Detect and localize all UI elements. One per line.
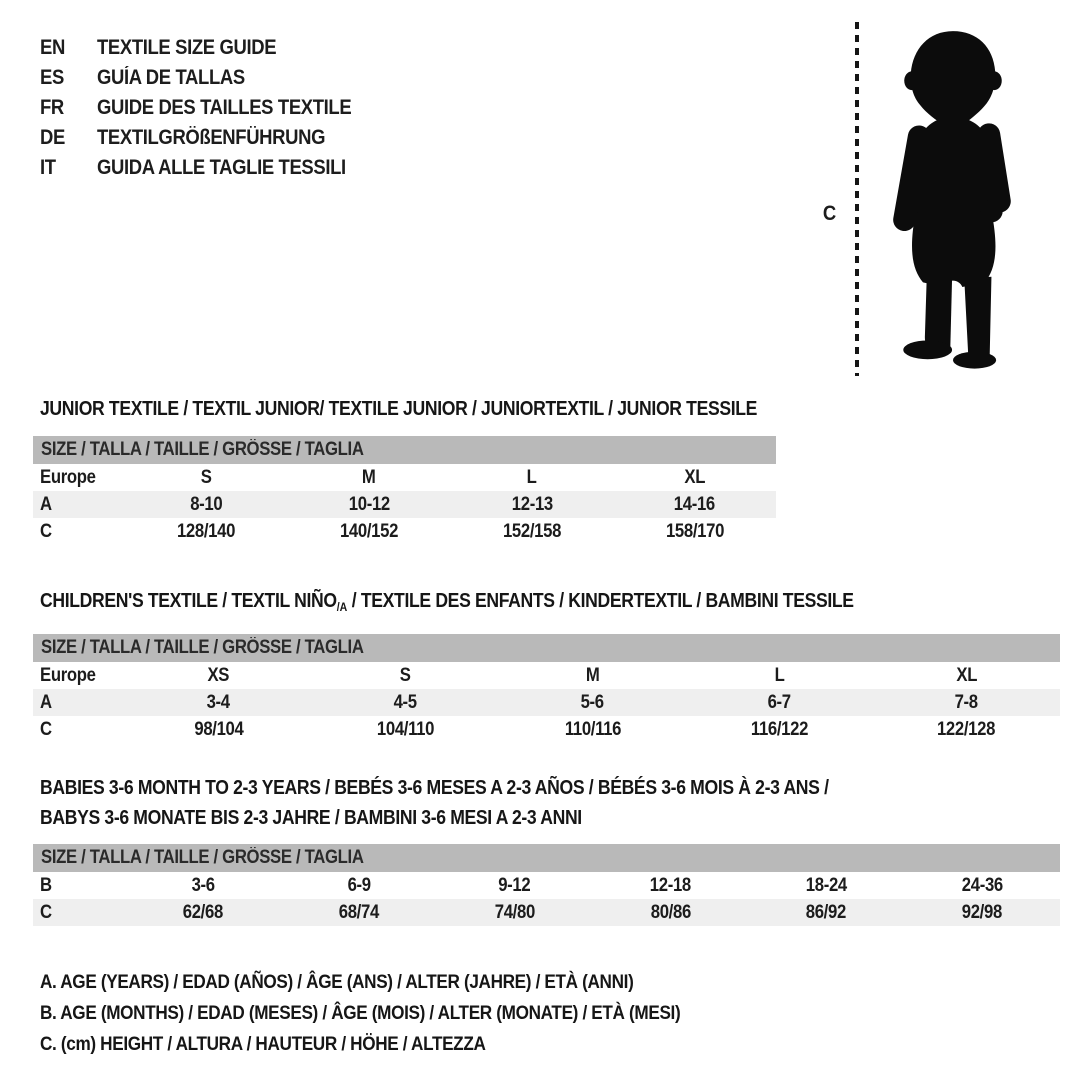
cell-value: 6-7 bbox=[767, 691, 792, 713]
row-label: Europe bbox=[40, 466, 96, 488]
cell-value: XL bbox=[956, 664, 977, 686]
row-label: A bbox=[40, 691, 52, 713]
table-cell bbox=[288, 521, 451, 543]
row-label: A bbox=[40, 493, 52, 515]
table-cell bbox=[312, 665, 499, 687]
legend-line bbox=[40, 967, 768, 998]
language-code: ES bbox=[40, 66, 64, 89]
size-header-label: SIZE / TALLA / TAILLE / GRÖSSE / TAGLIA bbox=[41, 439, 364, 460]
cell-value: M bbox=[585, 664, 600, 686]
table-cell bbox=[312, 719, 499, 741]
cell-value: 7-8 bbox=[954, 691, 979, 713]
cell-value: 24-36 bbox=[961, 874, 1003, 896]
table-cell bbox=[748, 875, 904, 897]
section-title bbox=[33, 773, 1060, 833]
cell-value: XS bbox=[207, 664, 230, 686]
table-cell bbox=[288, 467, 451, 489]
table-row bbox=[33, 899, 1060, 926]
table-row bbox=[33, 662, 1060, 689]
legend-text: C. (cm) HEIGHT / ALTURA / HAUTEUR / HÖHE / ALTEZZA bbox=[40, 1033, 486, 1055]
cell-value: 3-6 bbox=[191, 874, 215, 896]
row-label: C bbox=[40, 520, 52, 542]
table-cell bbox=[873, 692, 1060, 714]
section-junior-textile bbox=[33, 394, 776, 545]
language-code: EN bbox=[40, 36, 65, 59]
table-cell bbox=[748, 902, 904, 924]
size-header-label: SIZE / TALLA / TAILLE / GRÖSSE / TAGLIA bbox=[41, 847, 364, 868]
cell-value: 4-5 bbox=[393, 691, 418, 713]
measure-label: C bbox=[822, 202, 836, 225]
section-title-text bbox=[40, 394, 757, 424]
table-cell bbox=[437, 902, 593, 924]
section-title-line bbox=[40, 773, 1060, 803]
cell-value: 140/152 bbox=[340, 520, 399, 542]
language-label: TEXTILGRÖßENFÜHRUNG bbox=[97, 126, 326, 149]
table-cell bbox=[125, 875, 281, 897]
cell-value: 9-12 bbox=[498, 874, 531, 896]
table-cell bbox=[451, 467, 614, 489]
cell-value: 92/98 bbox=[961, 901, 1003, 923]
cell-value: 104/110 bbox=[376, 718, 435, 740]
table-cell bbox=[873, 665, 1060, 687]
language-list bbox=[40, 33, 386, 183]
legend-text: B. AGE (MONTHS) / EDAD (MESES) / ÂGE (MOIS) / ALTER (MONATE) / ETÀ (MESI) bbox=[40, 1002, 681, 1024]
title-fragment: / TEXTILE DES ENFANTS / KINDERTEXTIL / BAMBINI TESSILE bbox=[347, 590, 854, 612]
language-row bbox=[40, 63, 386, 93]
size-header-bar bbox=[33, 436, 776, 464]
section-title-text bbox=[40, 803, 582, 833]
cell-value: L bbox=[526, 466, 537, 488]
row-label: Europe bbox=[40, 664, 96, 686]
language-label: GUIDE DES TAILLES TEXTILE bbox=[97, 96, 352, 119]
cell-value: 5-6 bbox=[580, 691, 605, 713]
cell-value: 12-13 bbox=[511, 493, 553, 515]
cell-value: 3-4 bbox=[206, 691, 231, 713]
table-cell bbox=[613, 521, 776, 543]
table-cell bbox=[686, 719, 873, 741]
table-row bbox=[33, 689, 1060, 716]
section-title-text bbox=[40, 773, 829, 803]
table-cell bbox=[904, 875, 1060, 897]
table-cell bbox=[613, 467, 776, 489]
title-fragment: BABYS 3-6 MONATE BIS 2-3 JAHRE / BAMBINI 3-6 MESI A 2-3 ANNI bbox=[40, 807, 582, 829]
cell-value: 12-18 bbox=[649, 874, 691, 896]
legend-text: A. AGE (YEARS) / EDAD (AÑOS) / ÂGE (ANS) / ALTER (JAHRE) / ETÀ (ANNI) bbox=[40, 971, 634, 993]
cell-value: 8-10 bbox=[190, 493, 223, 515]
language-row bbox=[40, 153, 386, 183]
title-fragment: BABIES 3-6 MONTH TO 2-3 YEARS / BEBÉS 3-6 MESES A 2-3 AÑOS / BÉBÉS 3-6 MOIS À 2-3 ANS / bbox=[40, 777, 829, 799]
legend bbox=[40, 967, 768, 1060]
table-cell bbox=[592, 902, 748, 924]
table-cell bbox=[592, 875, 748, 897]
table-row bbox=[33, 872, 1060, 899]
section-babies-textile bbox=[33, 773, 1060, 926]
title-fragment: /A bbox=[336, 600, 348, 614]
table-cell bbox=[281, 875, 437, 897]
table-row bbox=[33, 491, 776, 518]
language-code: IT bbox=[40, 156, 56, 179]
legend-line bbox=[40, 1029, 768, 1060]
table-cell bbox=[125, 521, 288, 543]
table-cell bbox=[451, 521, 614, 543]
row-label: C bbox=[40, 718, 52, 740]
cell-value: 80/86 bbox=[650, 901, 691, 923]
cell-value: 110/116 bbox=[564, 718, 621, 740]
table-cell bbox=[451, 494, 614, 516]
table-cell bbox=[873, 719, 1060, 741]
row-label: C bbox=[40, 901, 52, 923]
cell-value: 128/140 bbox=[177, 520, 236, 542]
cell-value: 10-12 bbox=[348, 493, 390, 515]
table-cell bbox=[125, 467, 288, 489]
table-cell bbox=[686, 692, 873, 714]
cell-value: M bbox=[362, 466, 376, 488]
language-label: GUÍA DE TALLAS bbox=[97, 66, 245, 89]
cell-value: 98/104 bbox=[193, 718, 244, 740]
row-label: B bbox=[40, 874, 52, 896]
title-fragment: JUNIOR TEXTILE / TEXTIL JUNIOR/ TEXTILE JUNIOR / JUNIORTEXTIL / JUNIOR TESSILE bbox=[40, 398, 758, 420]
table-cell bbox=[125, 719, 312, 741]
cell-value: 18-24 bbox=[805, 874, 847, 896]
section-title bbox=[33, 394, 776, 424]
title-fragment: CHILDREN'S TEXTILE / TEXTIL NIÑO bbox=[40, 590, 337, 612]
table-cell bbox=[437, 875, 593, 897]
table-cell bbox=[125, 902, 281, 924]
cell-value: S bbox=[400, 664, 411, 686]
language-label: GUIDA ALLE TAGLIE TESSILI bbox=[97, 156, 346, 179]
cell-value: 116/122 bbox=[750, 718, 809, 740]
language-row bbox=[40, 123, 386, 153]
table-row bbox=[33, 716, 1060, 743]
cell-value: 68/74 bbox=[338, 901, 379, 923]
language-label: TEXTILE SIZE GUIDE bbox=[97, 36, 277, 59]
section-title-line bbox=[40, 394, 776, 424]
section-title-line bbox=[40, 586, 1060, 622]
table-row bbox=[33, 464, 776, 491]
language-row bbox=[40, 93, 386, 123]
cell-value: 122/128 bbox=[937, 718, 996, 740]
cell-value: 152/158 bbox=[502, 520, 561, 542]
cell-value: S bbox=[200, 466, 212, 488]
height-dotted-line bbox=[855, 22, 859, 376]
cell-value: 6-9 bbox=[347, 874, 371, 896]
table-cell bbox=[613, 494, 776, 516]
cell-value: L bbox=[774, 664, 785, 686]
section-title bbox=[33, 586, 1060, 622]
language-code: FR bbox=[40, 96, 64, 119]
section-title-line bbox=[40, 803, 1060, 833]
table-cell bbox=[499, 692, 686, 714]
section-childrens-textile bbox=[33, 586, 1060, 743]
size-header-bar bbox=[33, 844, 1060, 872]
measurement-figure bbox=[822, 16, 1037, 384]
table-cell bbox=[281, 902, 437, 924]
language-code: DE bbox=[40, 126, 65, 149]
size-header-bar bbox=[33, 634, 1060, 662]
table-row bbox=[33, 518, 776, 545]
table-cell bbox=[125, 692, 312, 714]
table-cell bbox=[125, 494, 288, 516]
cell-value: XL bbox=[684, 466, 705, 488]
cell-value: 14-16 bbox=[674, 493, 716, 515]
section-title-text bbox=[40, 586, 854, 622]
table-cell bbox=[686, 665, 873, 687]
toddler-silhouette-icon bbox=[878, 16, 1028, 378]
cell-value: 86/92 bbox=[806, 901, 847, 923]
table-cell bbox=[904, 902, 1060, 924]
table-cell bbox=[288, 494, 451, 516]
table-cell bbox=[499, 665, 686, 687]
legend-line bbox=[40, 998, 768, 1029]
cell-value: 158/170 bbox=[665, 520, 724, 542]
cell-value: 74/80 bbox=[494, 901, 535, 923]
size-header-label: SIZE / TALLA / TAILLE / GRÖSSE / TAGLIA bbox=[41, 637, 364, 658]
table-cell bbox=[499, 719, 686, 741]
table-cell bbox=[312, 692, 499, 714]
cell-value: 62/68 bbox=[182, 901, 223, 923]
table-cell bbox=[125, 665, 312, 687]
language-row bbox=[40, 33, 386, 63]
